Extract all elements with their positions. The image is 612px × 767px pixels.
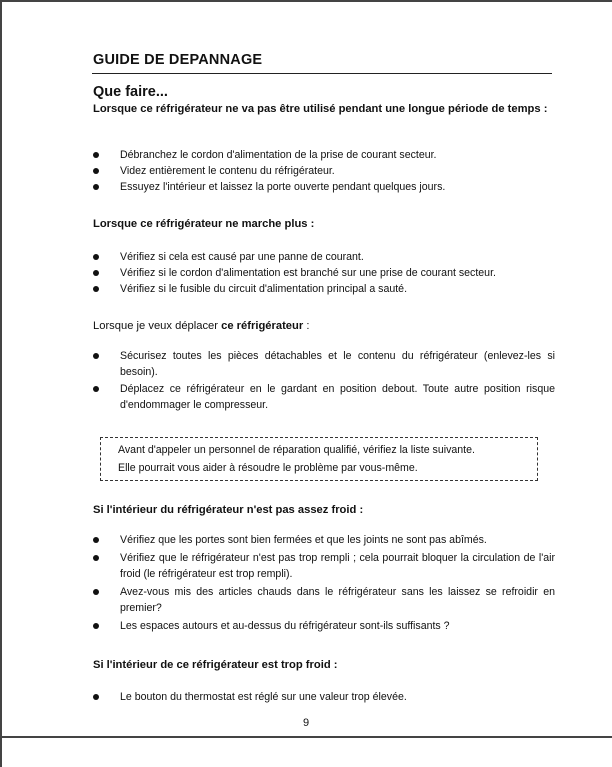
page-number: 9 [302,717,310,729]
section-heading-moving: Lorsque je veux déplacer ce réfrigérateur : [93,320,310,332]
page-border-top [0,0,612,2]
list-not-working [93,249,555,297]
notice-line-2: Elle pourrait vous aider à résoudre le problème par vous-même. [118,462,418,474]
list-item: Videz entièrement le contenu du réfrigérateur. [93,163,555,179]
list-long-absence [93,147,555,195]
bullet-icon [93,152,99,158]
list-item: Le bouton du thermostat est réglé sur une valeur trop élevée. [93,689,555,705]
section-heading-too-cold: Si l'intérieur de ce réfrigérateur est trop froid : [93,659,338,671]
list-too-cold [93,689,555,705]
section-heading-not-cold-enough: Si l'intérieur du réfrigérateur n'est pas assez froid : [93,504,364,516]
list-item: Les espaces autours et au-dessus du réfrigérateur sont-ils suffisants ? [93,618,555,634]
page-border-bottom [0,736,612,738]
list-item: Sécurisez toutes les pièces détachables et le contenu du réfrigérateur (enlevez-les si besoin). [93,348,555,380]
list-item: Débranchez le cordon d'alimentation de la prise de courant secteur. [93,147,555,163]
page-subtitle: Que faire... [93,84,168,100]
list-item: Déplacez ce réfrigérateur en le gardant en position debout. Toute autre position risque d'endommager le compresseur. [93,381,555,413]
notice-box [100,437,538,481]
bullet-icon [93,537,99,543]
bullet-icon [93,555,99,561]
bullet-icon [93,184,99,190]
section-heading-long-absence: Lorsque ce réfrigérateur ne va pas être utilisé pendant une longue période de temps : [93,103,548,115]
list-item: Avez-vous mis des articles chauds dans le réfrigérateur sans les laissez se refroidir en premier? [93,584,555,616]
list-item: Vérifiez si le cordon d'alimentation est branché sur une prise de courant secteur. [93,265,555,281]
list-item: Vérifiez que les portes sont bien fermées et que les joints ne sont pas abîmés. [93,532,555,548]
list-item: Essuyez l'intérieur et laissez la porte ouverte pendant quelques jours. [93,179,555,195]
list-item: Vérifiez si le fusible du circuit d'alimentation principal a sauté. [93,281,555,297]
list-item: Vérifiez si cela est causé par une panne de courant. [93,249,555,265]
list-item: Vérifiez que le réfrigérateur n'est pas trop rempli ; cela pourrait bloquer la circulation de l'air froid (le réfrigérateur est trop rempli). [93,550,555,582]
notice-line-1: Avant d'appeler un personnel de réparation qualifié, vérifiez la liste suivante. [118,444,475,456]
bullet-icon [93,353,99,359]
list-not-cold-enough [93,532,555,634]
page-title: GUIDE DE DEPANNAGE [93,52,263,68]
section-heading-not-working: Lorsque ce réfrigérateur ne marche plus : [93,218,315,230]
bullet-icon [93,623,99,629]
bullet-icon [93,270,99,276]
bullet-icon [93,386,99,392]
list-moving [93,348,555,413]
bullet-icon [93,589,99,595]
bullet-icon [93,254,99,260]
title-divider [92,73,552,74]
page-border-left [0,0,2,767]
bullet-icon [93,286,99,292]
bullet-icon [93,694,99,700]
bullet-icon [93,168,99,174]
